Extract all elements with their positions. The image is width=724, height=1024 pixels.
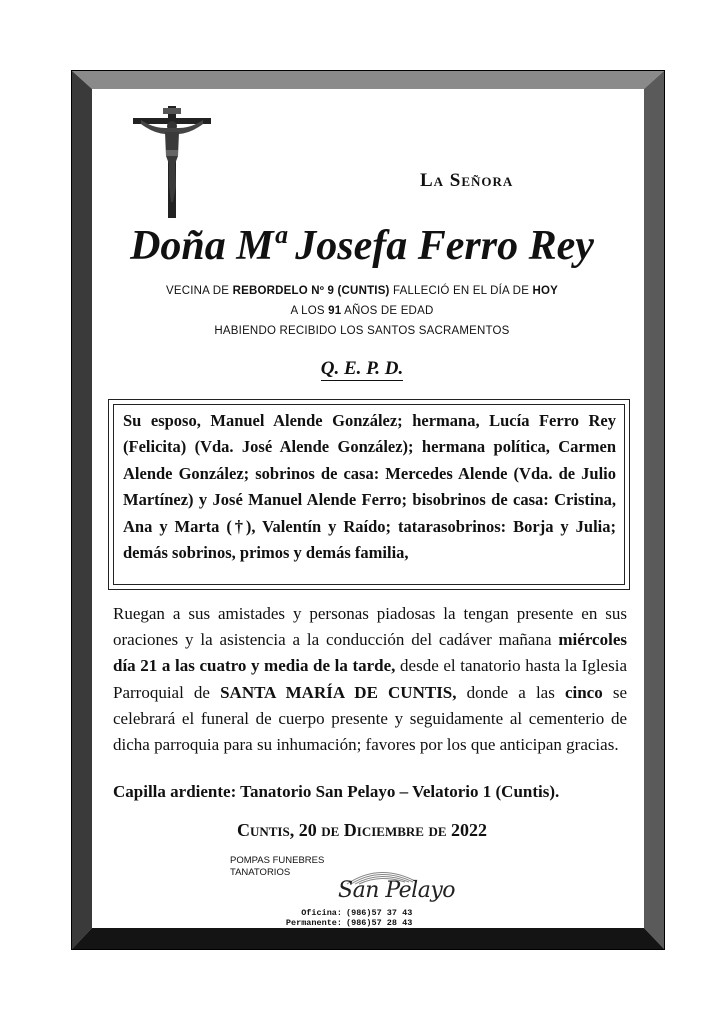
phone-list: Oficina: (986)57 37 43 Permanente: (986)57 28 43 — [285, 908, 413, 928]
qepd-heading: Q. E. P. D. — [320, 358, 404, 379]
crucifix-icon — [133, 106, 211, 218]
logo-text: San Pelayo — [338, 878, 456, 903]
pompas-label: POMPAS FUNEBRES TANATORIOS — [230, 855, 325, 878]
residence-line: VECINA DE REBORDELO Nº 9 (CUNTIS) FALLECIÓ EN EL DÍA DE HOY — [166, 285, 558, 297]
title-prefix: La Señora — [420, 170, 514, 191]
age-line: A LOS 91 AÑOS DE EDAD — [290, 305, 434, 317]
capilla-line: Capilla ardiente: Tanatorio San Pelayo – Velatorio 1 (Cuntis). — [113, 782, 560, 801]
family-box — [108, 399, 630, 590]
family-text: Su esposo, Manuel Alende González; hermana, Lucía Ferro Rey (Felicita) (Vda. José Alende González); hermana política, Carmen Alende González; sobrinos de casa: Mercedes Alende (Vda. de Julio Martínez) y José Manuel Alende Ferro; bisobrinos de casa: Cristina, Ana y Marta (†), Valentín y Raído; tatarasobrinos: Borja y Julia; demás sobrinos, primos y demás familia, — [123, 411, 616, 563]
date-line: Cuntis, 20 de Diciembre de 2022 — [236, 820, 488, 840]
ceremony-text: Ruegan a sus amistades y personas piadosas la tengan presente en sus oraciones y la asistencia a la conducción del cadáver mañana miércoles día 21 a las cuatro y media de la tarde, desde el tanatorio hasta la Iglesia Parroquial de SANTA MARÍA DE CUNTIS, donde a las cinco se celebrará el funeral de cuerpo presente y seguidamente al cementerio de dicha parroquia para su inhumación; favores por los que anticipan gracias. — [113, 604, 627, 755]
deceased-name: Doña Mª Josefa Ferro Rey — [130, 223, 594, 269]
sacraments-line: HABIENDO RECIBIDO LOS SANTOS SACRAMENTOS — [214, 325, 510, 337]
